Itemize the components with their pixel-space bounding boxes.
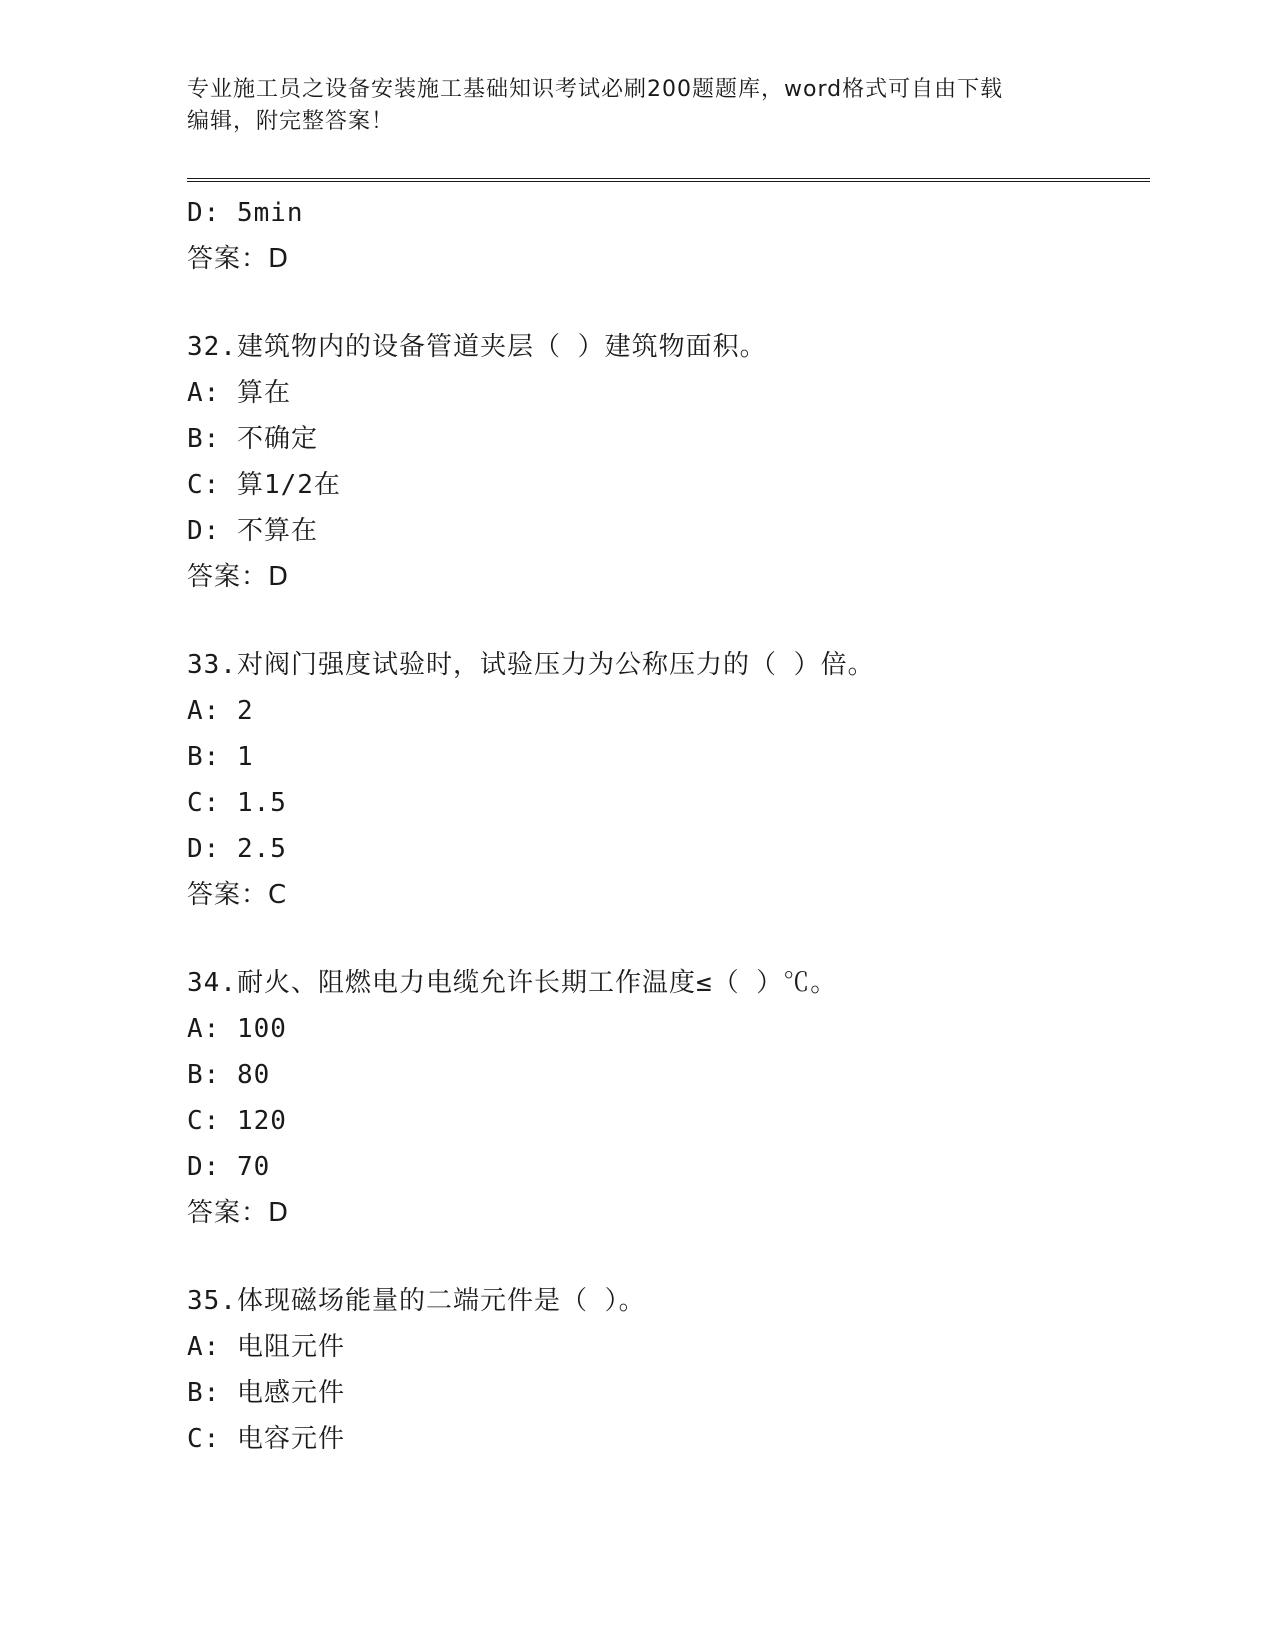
- option-d: D: 2.5: [187, 834, 287, 864]
- option-b: B: 80: [187, 1060, 271, 1090]
- question-stem: 34.耐火、阻燃电力电缆允许长期工作温度≤（ ）℃。: [187, 968, 838, 998]
- option-c: C: 算1/2在: [187, 470, 341, 500]
- question-stem: 33.对阀门强度试验时，试验压力为公称压力的（ ）倍。: [187, 650, 875, 680]
- answer-label: 答案：D: [187, 562, 290, 592]
- question-35: [187, 1278, 1147, 1462]
- option-b: B: 1: [187, 742, 254, 772]
- option-c: C: 120: [187, 1106, 287, 1136]
- option-b: B: 电感元件: [187, 1378, 345, 1408]
- question-list: [187, 190, 1147, 1462]
- option-a: A: 100: [187, 1014, 287, 1044]
- option-b: B: 不确定: [187, 424, 318, 454]
- question-stem: 35.体现磁场能量的二端元件是（ ）。: [187, 1286, 646, 1316]
- option-a: A: 电阻元件: [187, 1332, 345, 1362]
- question-34: [187, 960, 1147, 1236]
- option-d: D: 不算在: [187, 516, 318, 546]
- option-d: D: 70: [187, 1152, 271, 1182]
- option-c: C: 电容元件: [187, 1424, 345, 1454]
- header-title-line-1: 专业施工员之设备安装施工基础知识考试必刷200题题库，word格式可自由下载: [187, 77, 1004, 102]
- answer-label: 答案：C: [187, 880, 288, 910]
- header-double-rule: [187, 178, 1150, 182]
- header-title-line-2: 编辑，附完整答案！: [187, 109, 395, 134]
- question-32: [187, 324, 1147, 600]
- option-a: A: 2: [187, 696, 254, 726]
- answer-label: 答案：D: [187, 1198, 290, 1228]
- question-33: [187, 642, 1147, 918]
- option-d: D: 5min: [187, 198, 304, 228]
- page-header: [187, 74, 1087, 138]
- question-stem: 32.建筑物内的设备管道夹层（ ）建筑物面积。: [187, 332, 767, 362]
- answer-label: 答案：D: [187, 244, 290, 274]
- question-fragment: [187, 190, 1147, 282]
- option-c: C: 1.5: [187, 788, 287, 818]
- option-a: A: 算在: [187, 378, 291, 408]
